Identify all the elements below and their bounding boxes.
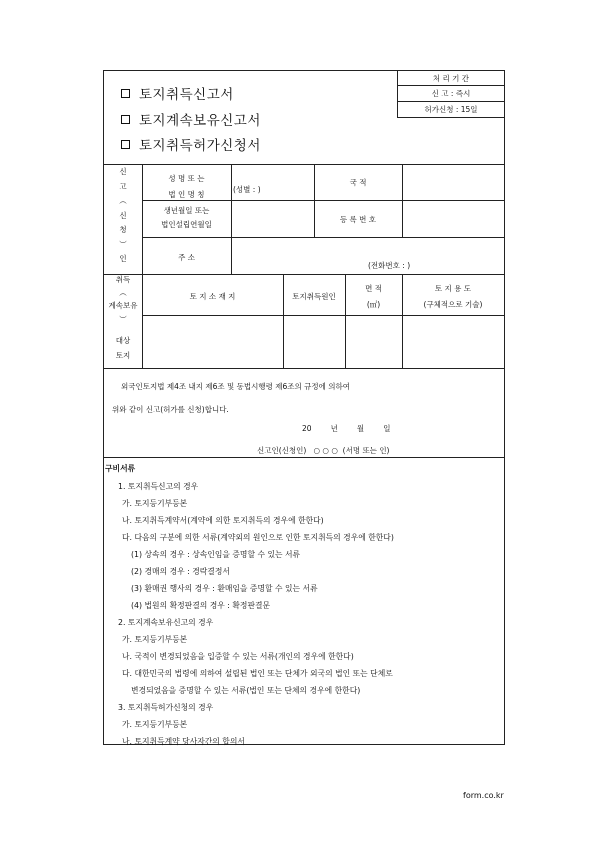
area-header xyxy=(345,281,402,313)
document-item: (2) 경매의 경우 : 경락결정서 xyxy=(131,567,230,576)
declarant-signature[interactable]: 신고인(신청인) ○ ○ ○ (서명 또는 인) xyxy=(257,446,390,455)
document-item: 가. 토지등기부등본 xyxy=(122,720,188,729)
document-item: 다. 다음의 구분에 의한 서류(계약외의 원인으로 인한 토지취득의 경우에 한한다) xyxy=(122,533,394,542)
title-acquisition-permit-application xyxy=(121,134,261,154)
application-form xyxy=(103,70,505,745)
name-label xyxy=(142,171,231,203)
registration-number-field[interactable] xyxy=(403,201,503,237)
document-item: (4) 법원의 확정판결의 경우 : 확정판결문 xyxy=(131,601,271,610)
processing-report-period: 신 고 : 즉시 xyxy=(431,89,471,98)
target-land-section-label xyxy=(104,276,142,359)
title-text: 토지취득신고서 xyxy=(139,87,234,103)
document-item: (3) 환매권 행사의 경우 : 환매임을 증명할 수 있는 서류 xyxy=(131,584,318,593)
document-item: 가. 토지등기부등본 xyxy=(122,499,188,508)
processing-period-box xyxy=(397,71,505,117)
section-char: 신 xyxy=(119,210,127,220)
document-item: 3. 토지취득허가신청의 경우 xyxy=(118,703,214,712)
land-location-field[interactable] xyxy=(143,316,283,368)
gender-field[interactable]: (성별 : ) xyxy=(233,185,261,194)
document-item: 나. 토지취득계약 당사자간의 합의서 xyxy=(122,737,245,746)
section-char: ︵ xyxy=(119,196,127,205)
area-field[interactable] xyxy=(346,316,402,368)
section-char: 계속보유 xyxy=(108,301,138,310)
required-documents-heading: 구비서류 xyxy=(105,464,136,473)
title-text: 토지계속보유신고서 xyxy=(139,113,261,129)
document-item: (1) 상속의 경우 : 상속인임을 증명할 수 있는 서류 xyxy=(131,550,301,559)
checkbox-acquisition-permit-application[interactable] xyxy=(121,140,130,149)
section-char: 신 xyxy=(119,167,127,176)
processing-permit-period: 허가신청 : 15일 xyxy=(424,105,478,114)
checkbox-continued-holding-report[interactable] xyxy=(121,115,130,124)
declaration-date[interactable]: 20 년 월 일 xyxy=(302,424,391,433)
document-item: 가. 토지등기부등본 xyxy=(122,635,188,644)
birth-label-line: 생년월일 또는 xyxy=(163,206,210,215)
document-item: 변경되었음을 증명할 수 있는 서류(법인 또는 단체의 경우에 한한다) xyxy=(131,686,361,695)
birth-date-label xyxy=(142,204,231,232)
document-item: 다. 대한민국의 법령에 의하여 설립된 법인 또는 단체가 외국의 법인 또는 단체로 xyxy=(122,669,393,678)
section-char: 취득 xyxy=(115,275,131,284)
nationality-label: 국 적 xyxy=(349,178,367,187)
land-location-header: 토 지 소 재 지 xyxy=(189,292,236,301)
phone-number-field[interactable]: (전화번호 : ) xyxy=(368,261,411,270)
area-header-line: 면 적 xyxy=(365,284,382,293)
document-item: 2. 토지계속보유신고의 경우 xyxy=(118,618,214,627)
name-label-line: 법 인 명 칭 xyxy=(168,190,205,199)
name-label-line: 성 명 또 는 xyxy=(168,174,205,183)
registration-number-label: 등 록 번 호 xyxy=(339,215,377,224)
birth-label-line: 법인설립연월일 xyxy=(161,220,212,229)
section-char: 대상 xyxy=(115,336,131,345)
section-char: ︶ xyxy=(119,239,127,249)
applicant-section-label xyxy=(104,168,142,263)
land-use-header xyxy=(402,281,504,313)
acquisition-reason-header: 토지취득원인 xyxy=(292,292,336,301)
section-char: ︶ xyxy=(119,314,127,324)
birth-date-field[interactable] xyxy=(232,201,314,237)
address-label: 주 소 xyxy=(178,253,195,262)
area-header-line: (㎡) xyxy=(366,300,381,309)
acquisition-reason-field[interactable] xyxy=(284,316,345,368)
checkbox-acquisition-report[interactable] xyxy=(121,89,130,98)
processing-period-header: 처 리 기 간 xyxy=(432,74,470,83)
land-use-header-line: 토 지 용 도 xyxy=(434,284,472,293)
land-use-header-line: (구체적으로 기술) xyxy=(423,300,483,309)
declaration-text-line2: 위와 같이 신고(허가를 신청)합니다. xyxy=(112,405,229,414)
document-item: 1. 토지취득신고의 경우 xyxy=(118,482,199,491)
section-char: ︵ xyxy=(119,287,127,297)
title-continued-holding-report xyxy=(121,109,261,129)
title-land-acquisition-report xyxy=(121,83,234,103)
nationality-field[interactable] xyxy=(403,165,503,200)
section-char: 고 xyxy=(119,181,127,191)
section-char: 토지 xyxy=(115,350,131,360)
document-item: 나. 국적이 변경되었음을 입증할 수 있는 서류(개인의 경우에 한한다) xyxy=(122,652,354,661)
land-use-field[interactable] xyxy=(403,316,503,368)
document-item: 나. 토지취득계약서(계약에 의한 토지취득의 경우에 한한다) xyxy=(122,516,324,525)
footer-site-label: form.co.kr xyxy=(463,791,504,800)
section-char: 인 xyxy=(119,254,127,263)
title-text: 토지취득허가신청서 xyxy=(139,138,261,154)
section-char: 청 xyxy=(119,225,127,234)
declaration-text-line1: 외국인토지법 제4조 내지 제6조 및 동법시행령 제6조의 규정에 의하여 xyxy=(121,382,351,391)
